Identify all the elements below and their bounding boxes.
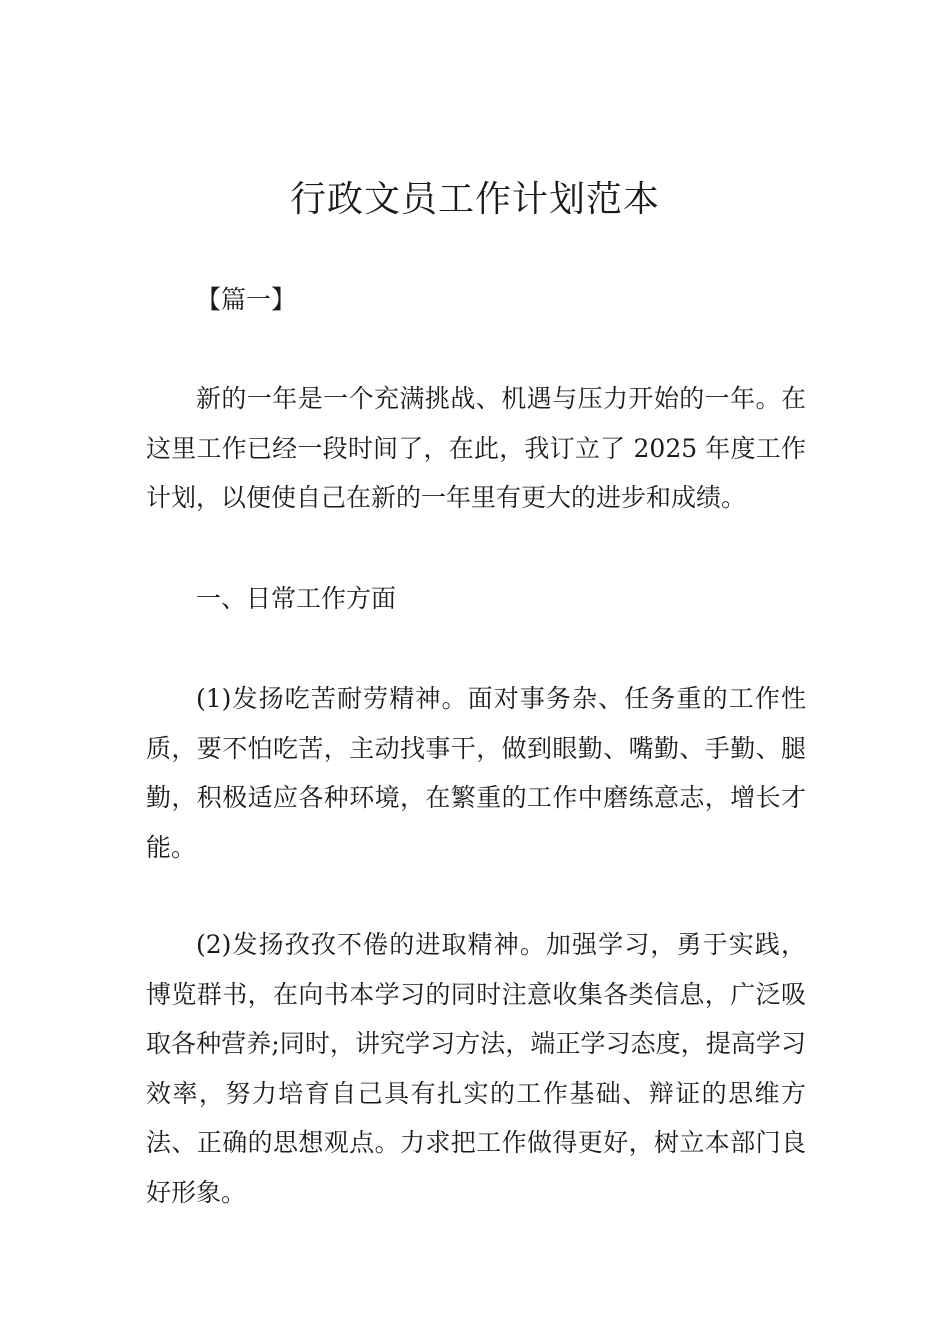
document-title: 行政文员工作计划范本 bbox=[289, 179, 660, 220]
section-label: 【篇一】 bbox=[196, 285, 297, 314]
heading-daily-work: 一、日常工作方面 bbox=[196, 584, 397, 613]
intro-paragraph: 新的一年是一个充满挑战、机遇与压力开始的一年。在这里工作已经一段时间了，在此，我订立了 2025 年度工作计划，以便使自己在新的一年里有更大的进步和成绩。 bbox=[146, 384, 806, 513]
paragraph-item-1: (1)发扬吃苦耐劳精神。面对事务杂、任务重的工作性质，要不怕吃苦，主动找事干，做到眼勤、嘴勤、手勤、腿勤，积极适应各种环境，在繁重的工作中磨练意志，增长才能。 bbox=[146, 684, 806, 862]
paragraph-item-2: (2)发扬孜孜不倦的进取精神。加强学习，勇于实践，博览群书，在向书本学习的同时注意收集各类信息，广泛吸取各种营养;同时，讲究学习方法，端正学习态度，提高学习效率，努力培育自己具有扎实的工作基础、辩证的思维方法、正确的思想观点。力求把工作做得更好，树立本部门良好形象。 bbox=[146, 930, 806, 1207]
